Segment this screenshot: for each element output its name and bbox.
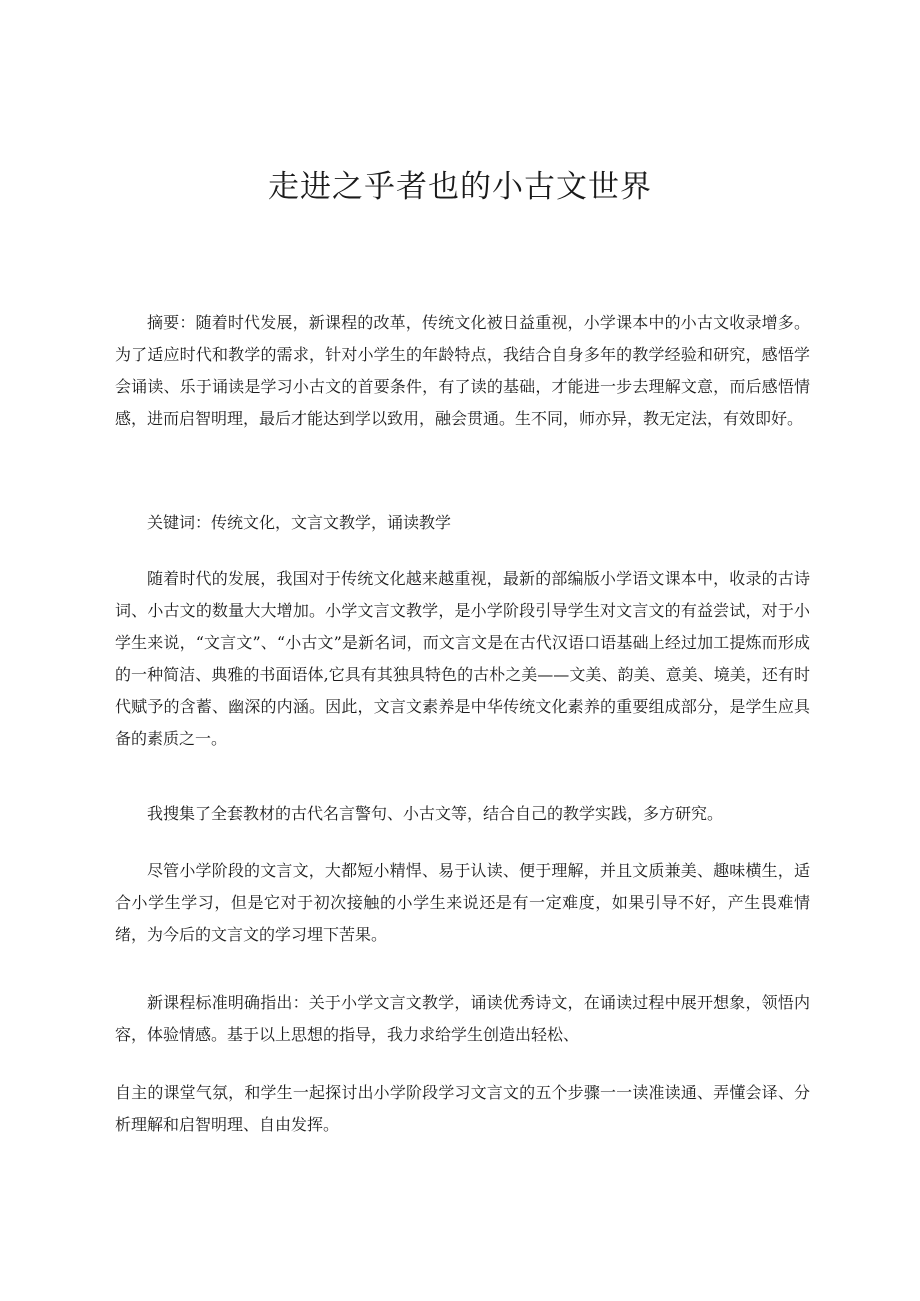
document-title: 走进之乎者也的小古文世界	[268, 169, 652, 205]
materials-paragraph: 我搜集了全套教材的古代名言警句、小古文等，结合自己的教学实践，多方研究。	[147, 804, 724, 823]
difficulty-paragraph: 尽管小学阶段的文言文，大都短小精悍、易于认读、便于理解，并且文质兼美、趣味横生，适合小学生学习，但是它对于初次接触的小学生来说还是有一定难度，如果引导不好，产生畏难情绪，为今后的文言文的学习埋下苦果。	[115, 861, 810, 944]
keywords-paragraph: 关键词：传统文化，文言文教学，诵读教学	[147, 513, 452, 532]
five-steps-paragraph: 自主的课堂气氛，和学生一起探讨出小学阶段学习文言文的五个步骤一一读准读通、弄懂会译、分析理解和启智明理、自由发挥。	[115, 1083, 810, 1134]
abstract-paragraph: 摘要：随着时代发展，新课程的改革，传统文化被日益重视，小学课本中的小古文收录增多。为了适应时代和教学的需求，针对小学生的年龄特点，我结合自身多年的教学经验和研究，感悟学会诵读、乐于诵读是学习小古文的首要条件，有了读的基础，才能进一步去理解文意，而后感悟情感，进而启智明理，最后才能达到学以致用，融会贯通。生不同，师亦异，教无定法，有效即好。	[115, 313, 810, 428]
curriculum-standard-paragraph: 新课程标准明确指出：关于小学文言文教学，诵读优秀诗文，在诵读过程中展开想象，领悟内容，体验情感。基于以上思想的指导，我力求给学生创造出轻松、	[115, 993, 810, 1044]
intro-paragraph: 随着时代的发展，我国对于传统文化越来越重视，最新的部编版小学语文课本中，收录的古诗词、小古文的数量大大增加。小学文言文教学，是小学阶段引导学生对文言文的有益尝试，对于小学生来说，“文言文”、“小古文”是新名词，而文言文是在古代汉语口语基础上经过加工提炼而形成的一种简洁、典雅的书面语体,它具有其独具特色的古朴之美——文美、韵美、意美、境美，还有时代赋予的含蓄、幽深的内涵。因此，文言文素养是中华传统文化素养的重要组成部分，是学生应具备的素质之一。	[115, 569, 810, 748]
